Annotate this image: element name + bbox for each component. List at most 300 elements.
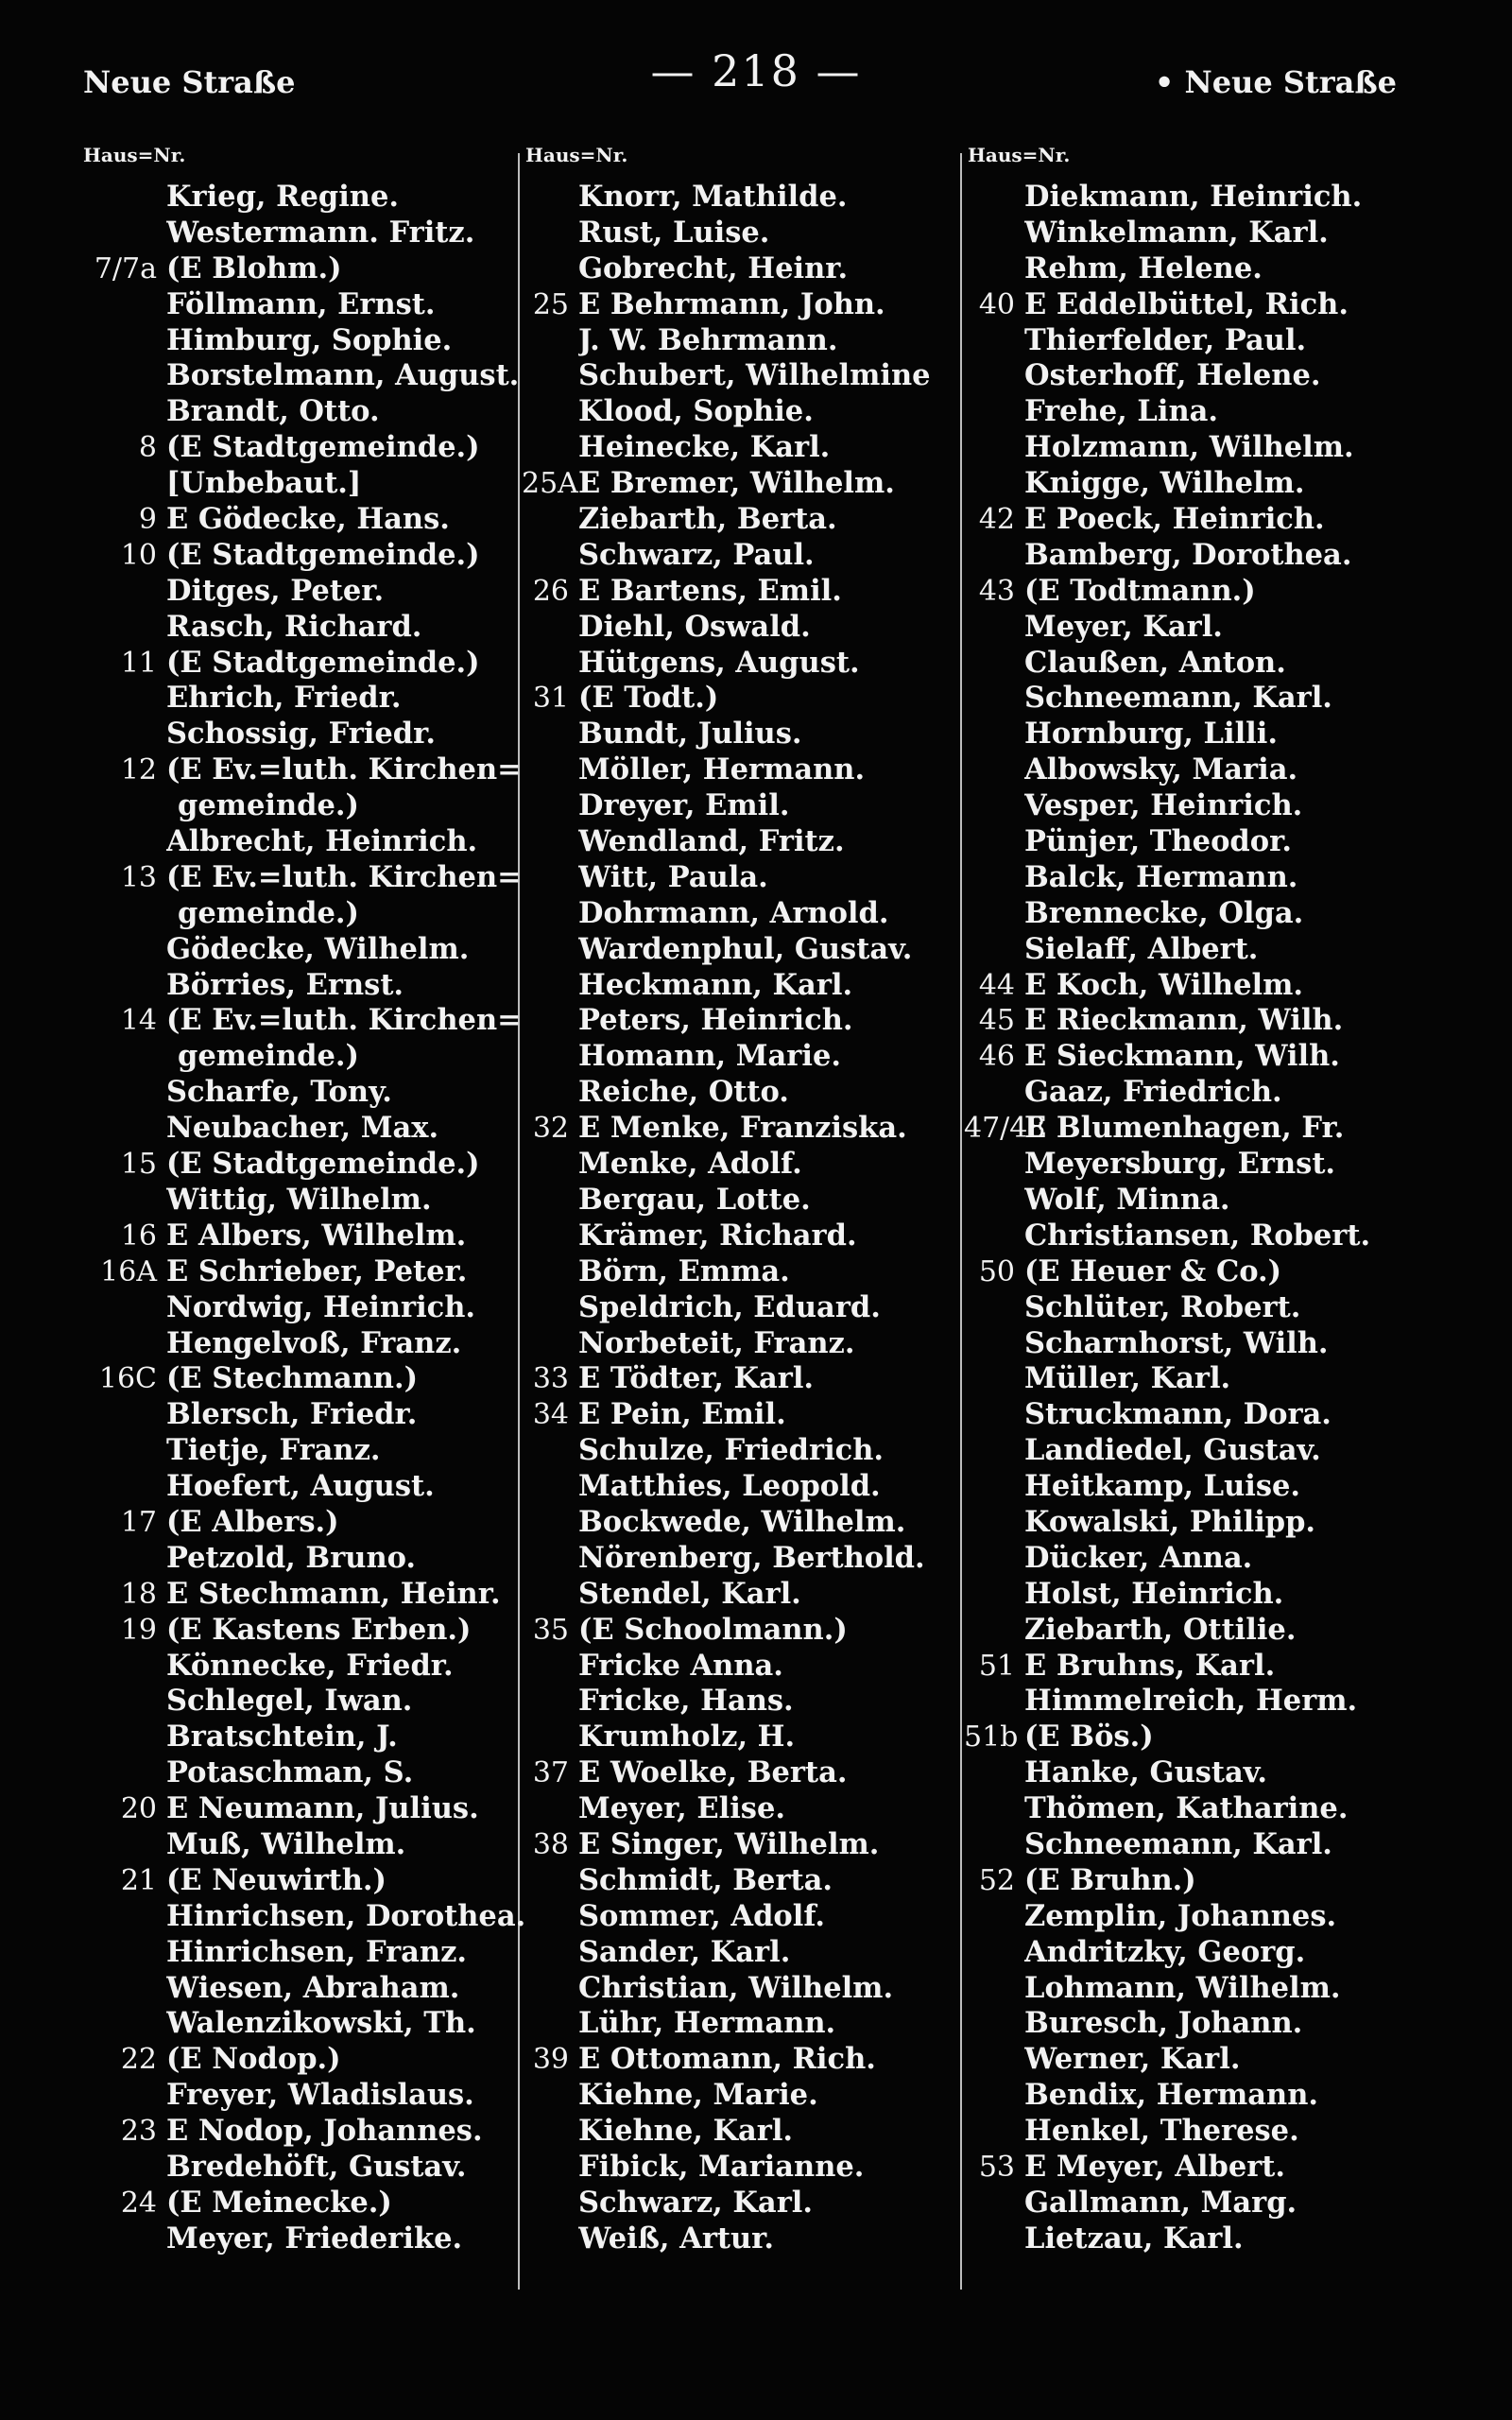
directory-entry: [522, 1863, 962, 1899]
directory-entry: [79, 2114, 529, 2150]
directory-entry: [522, 968, 962, 1004]
directory-entry: [522, 1290, 962, 1326]
resident-name: Schwarz, Karl.: [578, 2185, 813, 2220]
resident-name: E Poeck, Heinrich.: [1024, 502, 1325, 537]
resident-name: Werner, Karl.: [1024, 2042, 1241, 2077]
house-number: 26: [532, 574, 569, 608]
directory-entry: [79, 394, 529, 430]
resident-name: E Koch, Wilhelm.: [1024, 967, 1303, 1002]
directory-entry: [522, 1577, 962, 1613]
resident-name: Kowalski, Philipp.: [1024, 1504, 1316, 1539]
resident-name: Dücker, Anna.: [1024, 1540, 1253, 1575]
resident-name: E Neumann, Julius.: [166, 1791, 479, 1826]
directory-entry: [79, 896, 529, 932]
resident-name: Meyer, Karl.: [1024, 609, 1223, 644]
directory-entry: [79, 610, 529, 646]
house-number: 33: [532, 1362, 569, 1396]
resident-name: Bockwede, Wilhelm.: [578, 1504, 906, 1539]
directory-entry: [964, 251, 1465, 287]
house-number: 8: [138, 431, 157, 465]
directory-entry: [964, 2186, 1465, 2221]
directory-entry: [522, 358, 962, 394]
resident-name: Gödecke, Wilhelm.: [166, 931, 470, 966]
directory-entry: [964, 1111, 1465, 1147]
directory-entry: [522, 681, 962, 717]
resident-name: Albowsky, Maria.: [1024, 752, 1298, 787]
house-number: 37: [532, 1756, 569, 1790]
resident-name: Thömen, Katharine.: [1024, 1791, 1349, 1826]
directory-entry: [964, 860, 1465, 896]
directory-entry: [522, 2042, 962, 2078]
resident-name: Fricke Anna.: [578, 1648, 783, 1683]
resident-name: E Bremer, Wilhelm.: [578, 466, 895, 501]
resident-name: E Bruhns, Karl.: [1024, 1648, 1276, 1683]
resident-name: Kiehne, Marie.: [578, 2078, 818, 2113]
directory-entry: [522, 502, 962, 538]
resident-name: Dohrmann, Arnold.: [578, 895, 889, 930]
directory-entry: [79, 752, 529, 788]
page-number: — 218 —: [650, 45, 862, 96]
directory-entry: [79, 1935, 529, 1971]
directory-entry: [79, 1003, 529, 1039]
resident-name: (E Nodop.): [166, 2042, 341, 2077]
directory-entry: [964, 216, 1465, 251]
directory-entry: [522, 2006, 962, 2042]
directory-entry: [79, 1541, 529, 1577]
directory-entry: [964, 180, 1465, 216]
resident-name: (E Kastens Erben.): [166, 1612, 472, 1647]
directory-entry: [79, 287, 529, 323]
resident-name: Dreyer, Emil.: [578, 788, 790, 823]
directory-entry: [79, 681, 529, 717]
directory-entry: [964, 1219, 1465, 1254]
house-number: 51: [978, 1649, 1015, 1683]
resident-name: Könnecke, Friedr.: [166, 1648, 454, 1683]
directory-entry: [79, 1361, 529, 1397]
resident-name: Schubert, Wilhelmine: [578, 358, 931, 393]
directory-entry: [522, 860, 962, 896]
directory-entry: [79, 1147, 529, 1183]
resident-name: Bamberg, Dorothea.: [1024, 537, 1352, 572]
resident-name: Lietzau, Karl.: [1024, 2221, 1244, 2256]
directory-entry: [522, 1254, 962, 1290]
resident-name: E Albers, Wilhelm.: [166, 1218, 467, 1253]
resident-name: Heitkamp, Luise.: [1024, 1469, 1301, 1504]
directory-entry: [964, 1326, 1465, 1362]
resident-name: Knorr, Mathilde.: [578, 180, 848, 214]
resident-name: Schossig, Friedr.: [166, 717, 436, 752]
resident-name: Westermann. Fritz.: [166, 215, 475, 250]
directory-entry: [522, 538, 962, 574]
directory-entry: [964, 502, 1465, 538]
resident-name: Pünjer, Theodor.: [1024, 824, 1292, 859]
house-number: 32: [532, 1112, 569, 1146]
directory-entry: [79, 2078, 529, 2114]
house-number: 43: [978, 574, 1015, 608]
resident-name: Tietje, Franz.: [166, 1433, 381, 1468]
directory-entry: [964, 932, 1465, 968]
directory-entry: [79, 824, 529, 860]
resident-name: Christian, Wilhelm.: [578, 1970, 894, 2005]
resident-name: gemeinde.): [178, 1039, 359, 1074]
directory-entry: [79, 646, 529, 682]
resident-name: Speldrich, Eduard.: [578, 1289, 881, 1324]
directory-entry: [522, 1469, 962, 1505]
directory-entry: [964, 788, 1465, 824]
resident-name: Ziebarth, Ottilie.: [1024, 1612, 1297, 1647]
directory-entry: [79, 1899, 529, 1935]
directory-entry: [522, 1003, 962, 1039]
resident-name: Homann, Marie.: [578, 1039, 841, 1074]
resident-name: Sommer, Adolf.: [578, 1898, 825, 1933]
resident-name: Nordwig, Heinrich.: [166, 1289, 476, 1324]
directory-entry: [522, 2114, 962, 2150]
directory-entry: [79, 2006, 529, 2042]
directory-entry: [964, 1827, 1465, 1863]
house-number: 52: [978, 1863, 1015, 1897]
house-number: 20: [120, 1792, 157, 1826]
resident-name: Hanke, Gustav.: [1024, 1755, 1268, 1790]
house-number: 12: [120, 753, 157, 787]
resident-name: Diekmann, Heinrich.: [1024, 180, 1363, 214]
resident-name: E Ottomann, Rich.: [578, 2042, 876, 2077]
directory-entry: [79, 2042, 529, 2078]
resident-name: Holst, Heinrich.: [1024, 1576, 1284, 1611]
directory-entry: [964, 1791, 1465, 1827]
directory-entry: [79, 1827, 529, 1863]
resident-name: E Tödter, Karl.: [578, 1361, 815, 1396]
resident-name: E Eddelbüttel, Rich.: [1024, 286, 1349, 321]
resident-name: (E Neuwirth.): [166, 1862, 387, 1897]
resident-name: Ziebarth, Berta.: [578, 502, 837, 537]
directory-column-1: [79, 144, 529, 2257]
resident-name: Petzold, Bruno.: [166, 1540, 417, 1575]
resident-name: Borstelmann, August.: [166, 358, 520, 393]
resident-name: E Nodop, Johannes.: [166, 2114, 483, 2149]
directory-entry: [79, 1469, 529, 1505]
resident-name: Wolf, Minna.: [1024, 1182, 1230, 1217]
house-number: 34: [532, 1398, 569, 1432]
resident-name: Bergau, Lotte.: [578, 1182, 811, 1217]
directory-entry: [522, 752, 962, 788]
directory-entry: [964, 646, 1465, 682]
directory-entry: [79, 502, 529, 538]
resident-name: Diehl, Oswald.: [578, 609, 811, 644]
resident-name: Bratschtein, J.: [166, 1720, 398, 1754]
resident-name: E Gödecke, Hans.: [166, 502, 450, 537]
resident-name: Frehe, Lina.: [1024, 394, 1218, 429]
resident-name: (E Ev.=luth. Kirchen=: [166, 1003, 522, 1038]
directory-entry: [964, 323, 1465, 359]
resident-name: Andritzky, Georg.: [1024, 1934, 1306, 1969]
directory-entry: [79, 1720, 529, 1755]
resident-name: Matthies, Leopold.: [578, 1469, 881, 1504]
resident-name: Potaschman, S.: [166, 1755, 414, 1790]
resident-name: Börries, Ernst.: [166, 967, 404, 1002]
resident-name: Fricke, Hans.: [578, 1684, 794, 1719]
resident-name: Weiß, Artur.: [578, 2221, 775, 2256]
directory-entry: [522, 717, 962, 752]
house-number: 18: [120, 1577, 157, 1611]
directory-entry: [522, 788, 962, 824]
directory-entry: [964, 896, 1465, 932]
directory-entry: [79, 717, 529, 752]
directory-entry: [964, 1899, 1465, 1935]
resident-name: [Unbebaut.]: [166, 466, 362, 501]
resident-name: Landiedel, Gustav.: [1024, 1433, 1321, 1468]
resident-name: Ehrich, Friedr.: [166, 681, 402, 716]
directory-entry: [79, 860, 529, 896]
directory-entry: [79, 1039, 529, 1075]
resident-name: (E Bruhn.): [1024, 1862, 1196, 1897]
directory-entry: [79, 932, 529, 968]
resident-name: Bendix, Hermann.: [1024, 2078, 1318, 2113]
resident-name: Claußen, Anton.: [1024, 645, 1286, 680]
resident-name: (E Stechmann.): [166, 1361, 418, 1396]
running-header-right: • Neue Straße: [1154, 64, 1397, 100]
resident-name: Schneemann, Karl.: [1024, 681, 1332, 716]
house-number: 44: [978, 968, 1015, 1002]
directory-entry: [522, 216, 962, 251]
directory-entry: [964, 394, 1465, 430]
directory-entry: [964, 1254, 1465, 1290]
directory-entry: [522, 1147, 962, 1183]
resident-name: (E Heuer & Co.): [1024, 1253, 1282, 1288]
resident-name: Föllmann, Ernst.: [166, 286, 436, 321]
directory-entry: [522, 1791, 962, 1827]
house-number: 31: [532, 682, 569, 716]
directory-entry: [79, 1397, 529, 1433]
resident-name: Wardenphul, Gustav.: [578, 931, 913, 966]
directory-entry: [964, 1505, 1465, 1541]
resident-name: Hornburg, Lilli.: [1024, 717, 1278, 752]
directory-entry: [522, 1433, 962, 1469]
resident-name: (E Ev.=luth. Kirchen=: [166, 859, 522, 894]
directory-entry: [522, 1827, 962, 1863]
directory-entry: [79, 1433, 529, 1469]
house-number: 15: [120, 1148, 157, 1182]
resident-name: Brennecke, Olga.: [1024, 895, 1304, 930]
directory-entry: [522, 466, 962, 502]
resident-name: E Blumenhagen, Fr.: [1024, 1111, 1345, 1146]
resident-name: Balck, Hermann.: [1024, 859, 1298, 894]
directory-entry: [79, 1971, 529, 2007]
resident-name: Himmelreich, Herm.: [1024, 1684, 1358, 1719]
house-number: 7/7a: [94, 251, 157, 285]
resident-name: Lohmann, Wilhelm.: [1024, 1970, 1341, 2005]
house-number: 14: [120, 1004, 157, 1038]
resident-name: Albrecht, Heinrich.: [166, 824, 478, 859]
resident-name: Peters, Heinrich.: [578, 1003, 853, 1038]
resident-name: E Meyer, Albert.: [1024, 2149, 1286, 2184]
directory-entry: [79, 1326, 529, 1362]
directory-entry: [79, 358, 529, 394]
directory-entry: [522, 646, 962, 682]
resident-name: E Menke, Franziska.: [578, 1111, 907, 1146]
resident-name: Heckmann, Karl.: [578, 967, 853, 1002]
directory-entry: [964, 538, 1465, 574]
resident-name: Walenzikowski, Th.: [166, 2006, 476, 2041]
directory-entry: [522, 1935, 962, 1971]
house-number: 21: [120, 1863, 157, 1897]
resident-name: Wendland, Fritz.: [578, 824, 845, 859]
directory-entry: [522, 1684, 962, 1720]
directory-entry: [522, 1613, 962, 1649]
resident-name: Osterhoff, Helene.: [1024, 358, 1321, 393]
directory-entry: [964, 1290, 1465, 1326]
resident-name: Krumholz, H.: [578, 1720, 796, 1754]
directory-column-2: [522, 144, 962, 2257]
resident-name: Meyersburg, Ernst.: [1024, 1147, 1336, 1182]
directory-entry: [79, 430, 529, 466]
directory-entry: [964, 1971, 1465, 2007]
house-number: 23: [120, 2115, 157, 2149]
directory-entry: [964, 1147, 1465, 1183]
house-number: 53: [978, 2150, 1015, 2184]
directory-entry: [964, 1935, 1465, 1971]
resident-name: E Pein, Emil.: [578, 1397, 786, 1432]
resident-name: J. W. Behrmann.: [578, 322, 838, 357]
house-number: 46: [978, 1040, 1015, 1074]
directory-entry: [522, 1219, 962, 1254]
resident-name: Möller, Hermann.: [578, 752, 866, 787]
directory-entry: [79, 1505, 529, 1541]
resident-name: (E Albers.): [166, 1504, 339, 1539]
directory-entry: [79, 1863, 529, 1899]
directory-entry: [964, 1397, 1465, 1433]
house-number: 9: [138, 503, 157, 537]
resident-name: Gobrecht, Heinr.: [578, 251, 849, 285]
resident-name: Winkelmann, Karl.: [1024, 215, 1329, 250]
resident-name: Holzmann, Wilhelm.: [1024, 430, 1354, 465]
directory-entry: [522, 2221, 962, 2257]
house-number: 11: [120, 646, 157, 680]
resident-name: (E Stadtgemeinde.): [166, 430, 480, 465]
directory-entry: [79, 1111, 529, 1147]
resident-name: Struckmann, Dora.: [1024, 1397, 1332, 1432]
resident-name: E Behrmann, John.: [578, 286, 885, 321]
resident-name: Gaaz, Friedrich.: [1024, 1075, 1282, 1110]
directory-entry: [79, 574, 529, 610]
resident-name: Christiansen, Robert.: [1024, 1218, 1371, 1253]
directory-entry: [964, 2221, 1465, 2257]
resident-name: Schwarz, Paul.: [578, 537, 815, 572]
house-number: 35: [532, 1613, 569, 1647]
directory-entry: [964, 287, 1465, 323]
resident-name: Hinrichsen, Franz.: [166, 1934, 468, 1969]
directory-entry: [522, 251, 962, 287]
house-number: 16A: [100, 1254, 157, 1288]
resident-name: Brandt, Otto.: [166, 394, 380, 429]
directory-entry: [964, 1361, 1465, 1397]
resident-name: E Bartens, Emil.: [578, 573, 842, 608]
directory-entry: [964, 2006, 1465, 2042]
directory-entry: [79, 1219, 529, 1254]
resident-name: Hinrichsen, Dorothea.: [166, 1898, 526, 1933]
house-number: 17: [120, 1505, 157, 1539]
directory-entry: [522, 610, 962, 646]
column-header: Haus=Nr.: [83, 144, 186, 166]
house-number: 50: [978, 1254, 1015, 1288]
resident-name: Gallmann, Marg.: [1024, 2185, 1297, 2220]
directory-entry: [964, 2078, 1465, 2114]
resident-name: Bundt, Julius.: [578, 717, 802, 752]
resident-name: Klood, Sophie.: [578, 394, 814, 429]
resident-name: Himburg, Sophie.: [166, 322, 453, 357]
resident-name: E Woelke, Berta.: [578, 1755, 848, 1790]
resident-name: Meyer, Elise.: [578, 1791, 785, 1826]
directory-entry: [522, 2186, 962, 2221]
directory-entry: [522, 824, 962, 860]
directory-entry: [522, 1075, 962, 1111]
directory-entry: [522, 1111, 962, 1147]
directory-entry: [522, 1505, 962, 1541]
directory-entry: [964, 2042, 1465, 2078]
directory-entry: [522, 1971, 962, 2007]
directory-entry: [79, 1183, 529, 1219]
house-number: 25: [532, 287, 569, 321]
directory-entry: [522, 1755, 962, 1791]
directory-entry: [79, 1577, 529, 1613]
resident-name: Knigge, Wilhelm.: [1024, 466, 1305, 501]
directory-entry: [79, 968, 529, 1004]
directory-entry: [79, 466, 529, 502]
directory-entry: [964, 358, 1465, 394]
resident-name: (E Stadtgemeinde.): [166, 1147, 480, 1182]
resident-name: E Sieckmann, Wilh.: [1024, 1039, 1340, 1074]
directory-column-3: [964, 144, 1465, 2257]
directory-entry: [964, 1039, 1465, 1075]
directory-entry: [522, 1899, 962, 1935]
resident-name: Hütgens, August.: [578, 645, 860, 680]
directory-entry: [522, 1361, 962, 1397]
resident-name: Reiche, Otto.: [578, 1075, 789, 1110]
resident-name: Schmidt, Berta.: [578, 1862, 833, 1897]
resident-name: Krieg, Regine.: [166, 180, 399, 214]
resident-name: Rust, Luise.: [578, 215, 770, 250]
resident-name: Scharfe, Tony.: [166, 1075, 392, 1110]
resident-name: Witt, Paula.: [578, 859, 768, 894]
resident-name: E Schrieber, Peter.: [166, 1253, 468, 1288]
directory-entry: [964, 1183, 1465, 1219]
directory-entry: [964, 1720, 1465, 1755]
resident-name: Zemplin, Johannes.: [1024, 1898, 1337, 1933]
directory-entry: [522, 932, 962, 968]
resident-name: Blersch, Friedr.: [166, 1397, 418, 1432]
directory-entry: [79, 1254, 529, 1290]
running-header-left: Neue Straße: [83, 64, 296, 100]
directory-entry: [522, 394, 962, 430]
directory-entry: [964, 1003, 1465, 1039]
resident-name: Norbeteit, Franz.: [578, 1325, 855, 1360]
house-number: 39: [532, 2043, 569, 2077]
resident-name: Menke, Adolf.: [578, 1147, 802, 1182]
directory-entry: [79, 2221, 529, 2257]
resident-name: Freyer, Wladislaus.: [166, 2078, 474, 2113]
resident-name: Krämer, Richard.: [578, 1218, 857, 1253]
directory-entry: [964, 466, 1465, 502]
directory-entry: [522, 1183, 962, 1219]
directory-entry: [964, 1541, 1465, 1577]
house-number: 25A: [522, 467, 578, 501]
directory-entry: [522, 323, 962, 359]
directory-entry: [522, 2150, 962, 2186]
house-number: 40: [978, 287, 1015, 321]
resident-name: (E Blohm.): [166, 251, 342, 285]
resident-name: Scharnhorst, Wilh.: [1024, 1325, 1329, 1360]
directory-entry: [522, 896, 962, 932]
resident-name: Schlüter, Robert.: [1024, 1289, 1301, 1324]
